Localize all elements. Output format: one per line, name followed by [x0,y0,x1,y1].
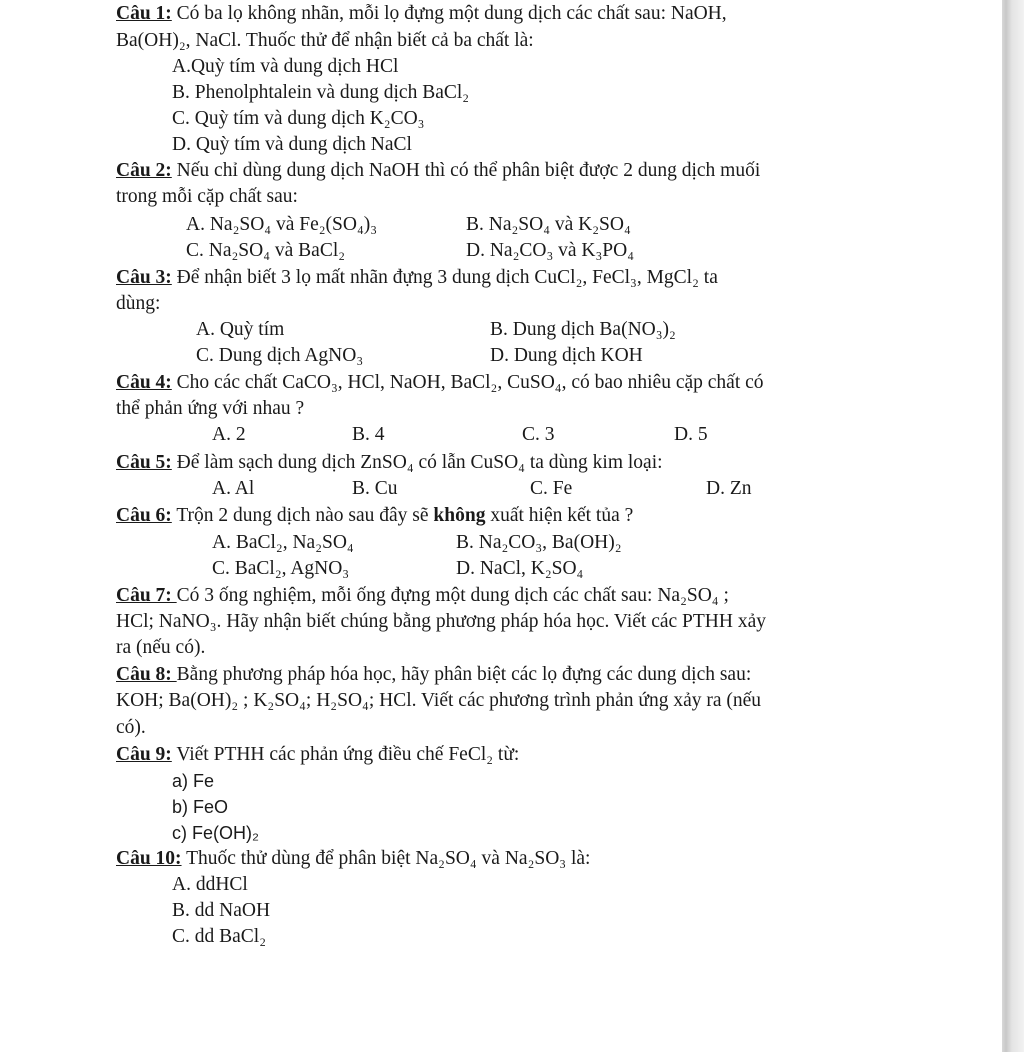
option-a: A. 2 [212,424,246,445]
question-text: xuất hiện kết tủa ? [485,505,634,526]
option-c: C. dd BaCl₂ [172,926,267,947]
option-a: a) Fe [172,771,215,791]
question-8-line-3: có). [116,717,146,738]
question-9-line-1 [116,743,519,767]
question-3-line-2: dùng: [116,293,161,314]
option-a: A. Na₂SO₄ và Fe₂(SO₄)₃ [186,214,378,235]
emphasis-word: không [433,505,486,526]
option-a: A. BaCl₂, Na₂SO₄ [212,532,354,553]
question-text: Thuốc thử dùng để phân biệt Na₂SO₄ và Na₂SO₃ là: [181,848,591,869]
question-3-line-1 [116,266,718,290]
option-d: D. NaCl, K₂SO₄ [456,558,584,579]
question-text: Viết PTHH các phản ứng điều chế FeCl₂ từ: [171,744,520,765]
option-b: B. Na₂CO₃, Ba(OH)₂ [456,532,622,553]
option-b: B. 4 [352,424,385,445]
option-a: A. Al [212,478,255,499]
question-text: Có 3 ống nghiệm, mỗi ống đựng một dung dịch các chất sau: Na₂SO₄ ; [176,585,729,606]
question-text: Có ba lọ không nhãn, mỗi lọ đựng một dung dịch các chất sau: NaOH, [171,3,727,24]
question-text: Cho các chất CaCO₃, HCl, NaOH, BaCl₂, CuSO₄, có bao nhiêu cặp chất có [171,372,764,393]
question-2-line-2: trong mỗi cặp chất sau: [116,186,298,207]
option-b: B. Cu [352,478,398,499]
option-d: D. Na₂CO₃ và K₃PO₄ [466,240,635,261]
question-6-line-1 [116,504,633,528]
question-label: Câu 4: [116,372,172,393]
option-d: D. Zn [706,478,752,499]
option-a: A.Quỳ tím và dung dịch HCl [172,56,399,77]
question-7-line-3: ra (nếu có). [116,637,206,658]
question-4-line-2: thể phản ứng với nhau ? [116,398,305,419]
option-c: C. Quỳ tím và dung dịch K₂CO₃ [172,108,425,129]
question-label: Câu 1: [116,3,172,24]
option-b: b) FeO [172,797,229,817]
option-d: D. Dung dịch KOH [490,345,643,366]
option-b: B. Na₂SO₄ và K₂SO₄ [466,214,631,235]
question-label: Câu 6: [116,505,172,526]
question-8-line-2: KOH; Ba(OH)₂ ; K₂SO₄; H₂SO₄; HCl. Viết các phương trình phản ứng xảy ra (nếu [116,690,762,711]
question-text: Để nhận biết 3 lọ mất nhãn đựng 3 dung dịch CuCl₂, FeCl₃, MgCl₂ ta [171,267,718,288]
option-a: A. Quỳ tím [196,319,285,340]
option-c: C. Fe [530,478,573,499]
question-2-line-1 [116,159,760,183]
question-text: Trộn 2 dung dịch nào sau đây sẽ [171,505,434,526]
question-label: Câu 10: [116,848,182,869]
option-c: c) Fe(OH)₂ [172,823,259,843]
option-c: C. Dung dịch AgNO₃ [196,345,364,366]
question-label: Câu 5: [116,452,172,473]
option-c: C. Na₂SO₄ và BaCl₂ [186,240,346,261]
question-7-line-1 [116,584,729,608]
option-a: A. ddHCl [172,874,248,895]
question-label: Câu 7: [116,585,177,606]
question-1-line-2: Ba(OH)₂, NaCl. Thuốc thử để nhận biết cả ba chất là: [116,30,534,51]
option-b: B. Dung dịch Ba(NO₃)₂ [490,319,676,340]
option-d: D. Quỳ tím và dung dịch NaCl [172,134,412,155]
question-label: Câu 2: [116,160,172,181]
question-label: Câu 8: [116,664,177,685]
question-text: Để làm sạch dung dịch ZnSO₄ có lẫn CuSO₄ ta dùng kim loại: [171,452,663,473]
option-c: C. 3 [522,424,555,445]
question-10-line-1 [116,847,590,871]
question-text: Nếu chỉ dùng dung dịch NaOH thì có thể phân biệt được 2 dung dịch muối [171,160,761,181]
option-b: B. Phenolphtalein và dung dịch BaCl₂ [172,82,470,103]
question-1-line-1 [116,2,727,26]
option-b: B. dd NaOH [172,900,271,921]
question-4-line-1 [116,371,764,395]
question-text: Bằng phương pháp hóa học, hãy phân biệt các lọ đựng các dung dịch sau: [176,664,752,685]
question-5-line-1 [116,451,663,475]
question-8-line-1 [116,663,751,687]
question-7-line-2: HCl; NaNO₃. Hãy nhận biết chúng bằng phương pháp hóa học. Viết các PTHH xảy [116,611,767,632]
question-label: Câu 3: [116,267,172,288]
option-c: C. BaCl₂, AgNO₃ [212,558,350,579]
question-label: Câu 9: [116,744,172,765]
option-d: D. 5 [674,424,708,445]
page-edge-shadow [1002,0,1024,1052]
